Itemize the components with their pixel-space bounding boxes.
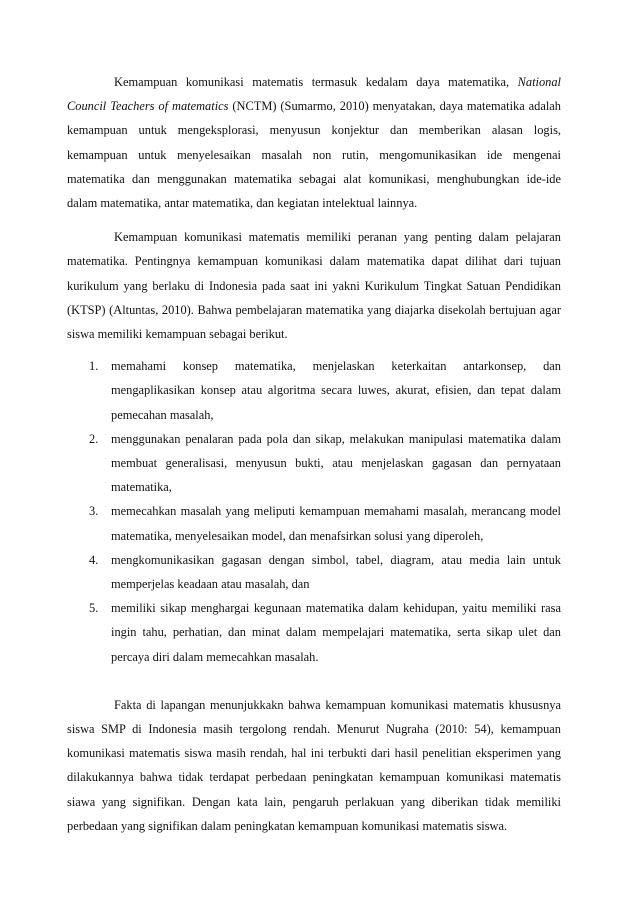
list-item (67, 596, 561, 669)
list-item-number: 4. (89, 552, 99, 567)
document-page (67, 70, 561, 838)
list-item-number: 3. (89, 504, 99, 519)
list-item-text: memahami konsep matematika, menjelaskan keterkaitan antarkonsep, dan mengaplikasikan konsep atau algoritma secara luwes, akurat, efisien, dan tepat dalam pemecahan masalah, (111, 359, 561, 422)
paragraph-1-text-b: (NCTM) (Sumarmo, 2010) menyatakan, daya matematika adalah kemampuan untuk mengeksplorasi, menyusun konjektur dan memberikan alasan logis, kemampuan untuk menyelesaikan masalah non rutin, mengomunikasikan ide mengenai matematika dan menggunakan matematika sebagai alat komunikasi, menghubungkan ide-ide dalam matematika, antar matematika, dan kegiatan intelektual lainnya. (67, 99, 561, 211)
list-item-text: menggunakan penalaran pada pola dan sikap, melakukan manipulasi matematika dalam membuat generalisasi, menyusun bukti, atau menjelaskan gagasan dan pernyataan matematika, (111, 431, 561, 495)
objectives-list (67, 354, 561, 669)
list-item-number: 5. (89, 601, 99, 616)
list-item-text: memecahkan masalah yang meliputi kemampuan memahami masalah, merancang model matematika, menyelesaikan model, dan menafsirkan solusi yang diperoleh, (111, 504, 561, 543)
list-item (67, 548, 561, 596)
paragraph-1-text-a: Kemampuan komunikasi matematis termasuk kedalam daya matematika, (114, 75, 518, 89)
paragraph-1 (67, 70, 561, 215)
list-item-number: 1. (89, 359, 99, 374)
list-item (67, 427, 561, 500)
paragraph-1-italic: National Council Teachers of matematics (67, 75, 561, 114)
list-item-number: 2. (89, 431, 99, 446)
list-item (67, 499, 561, 547)
paragraph-3: Fakta di lapangan menunjukkakn bahwa kemampuan komunikasi matematis khususnya siswa SMP di Indonesia masih tergolong rendah. Menurut Nugraha (2010: 54), kemampuan komunikasi matematis siswa masih rendah, hal ini terbukti dari hasil penelitian eksperimen yang dilakukannya bahwa tidak terdapat perbedaan peningkatan kemampuan komunikasi matematis siawa yang signifikan. Dengan kata lain, pengaruh perlakuan yang diberikan tidak memiliki perbedaan yang signifikan dalam peningkatan kemampuan komunikasi matematis siswa. (67, 697, 561, 833)
list-item-text: mengkomunikasikan gagasan dengan simbol, tabel, diagram, atau media lain untuk memperjelas keadaan atau masalah, dan (111, 552, 561, 592)
list-item-text: memiliki sikap menghargai kegunaan matematika dalam kehidupan, yaitu memiliki rasa ingin tahu, perhatian, dan minat dalam mempelajari matematika, serta sikap ulet dan percaya diri dalam memecahkan masalah. (111, 601, 561, 664)
list-item (67, 354, 561, 427)
paragraph-2: Kemampuan komunikasi matematis memiliki peranan yang penting dalam pelajaran matematika. Pentingnya kemampuan komunikasi dalam matematika dapat dilihat dari tujuan kurikulum yang berlaku di Indonesia pada saat ini yakni Kurikulum Tingkat Satuan Pendidikan (KTSP) (Altuntas, 2010). Bahwa pembelajaran matematika yang diajarka disekolah bertujuan agar siswa memiliki kemampuan sebagai berikut. (67, 230, 561, 342)
